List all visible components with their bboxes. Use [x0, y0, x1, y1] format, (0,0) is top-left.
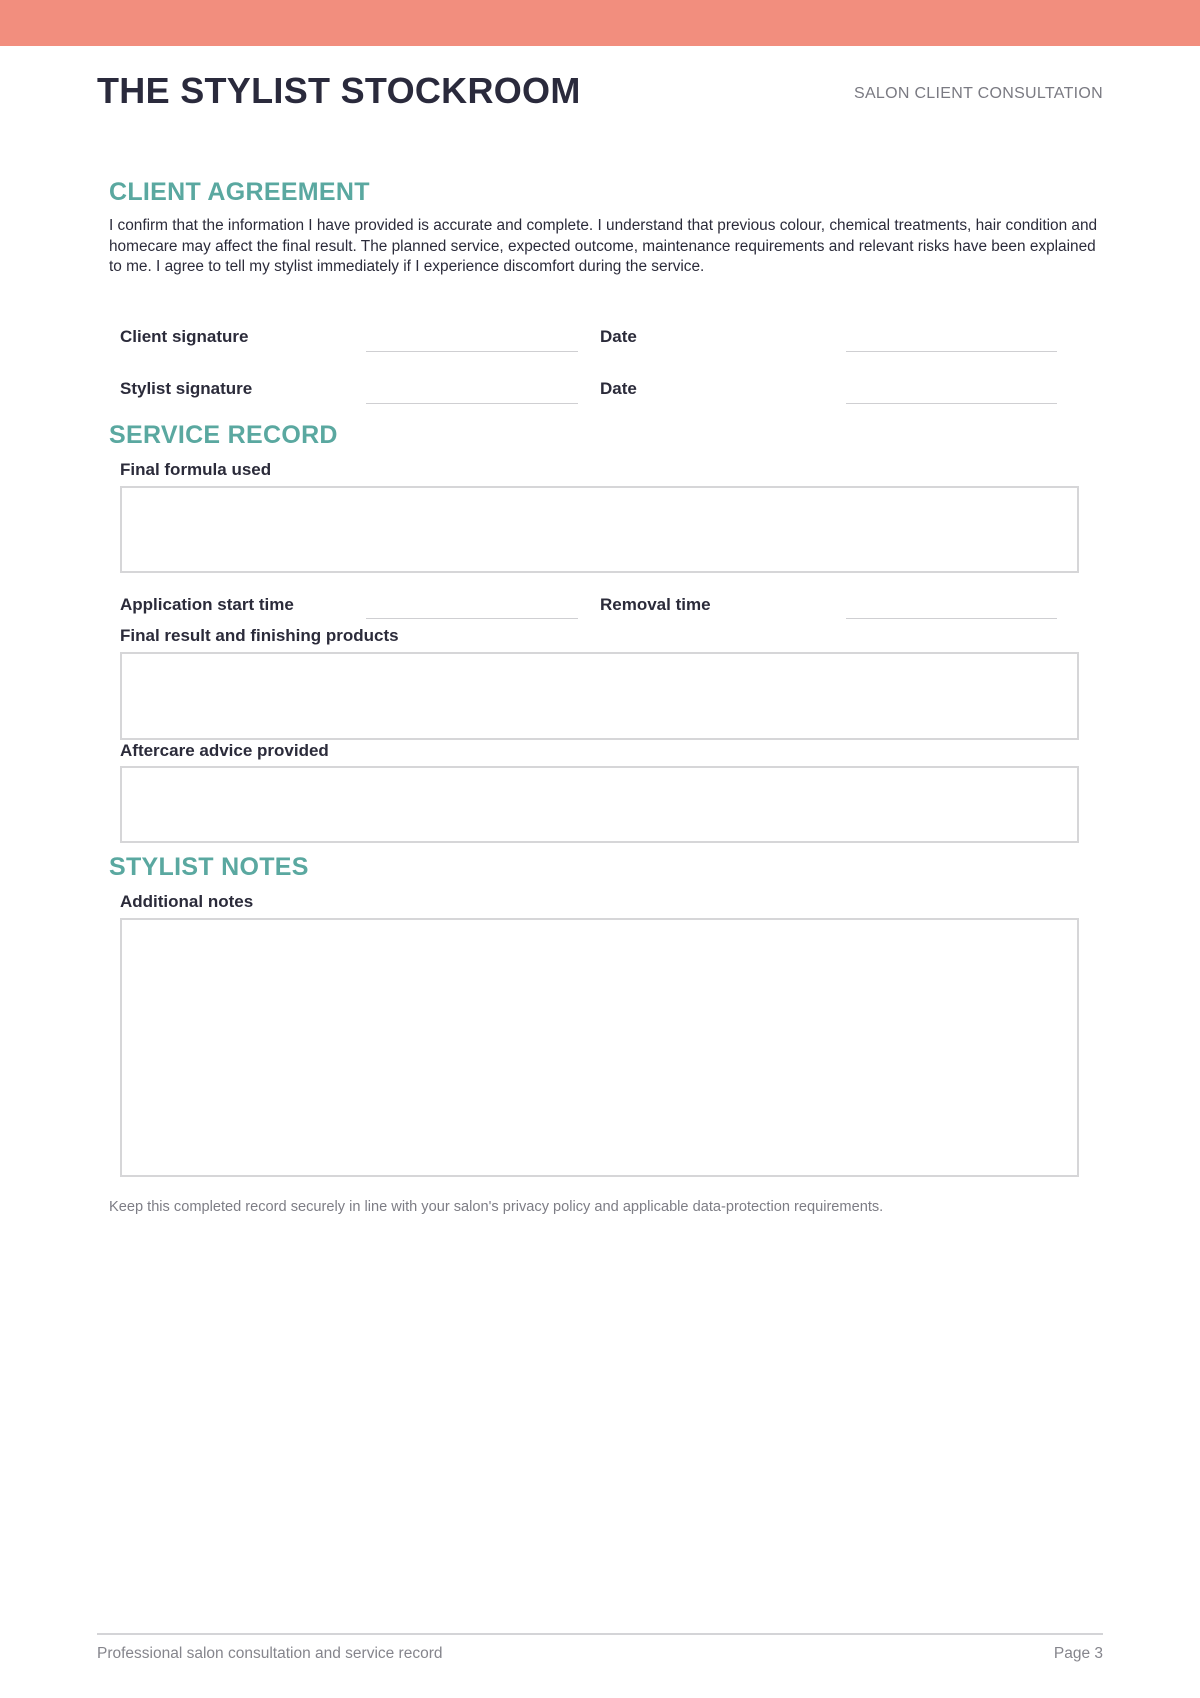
header-accent-band [0, 0, 1200, 46]
stylist-date-field[interactable] [846, 403, 1057, 404]
client-agreement-text: I confirm that the information I have provided is accurate and complete. I understand that previous colour, chemical treatments, hair condition and homecare may affect the final result. The planned service, expected outcome, maintenance requirements and relevant risks have been explained to me. I agree to tell my stylist immediately if I experience discomfort during the service. [109, 217, 1098, 275]
formula-label: Final formula used [120, 460, 272, 479]
stylist-date-label: Date [600, 379, 637, 398]
client-signature-label: Client signature [120, 327, 249, 346]
service-record-heading: SERVICE RECORD [109, 421, 338, 449]
client-date-label: Date [600, 327, 637, 346]
privacy-note: Keep this completed record securely in line with your salon's privacy policy and applicable data-protection requirements. [109, 1199, 884, 1215]
footer-divider [97, 1633, 1103, 1635]
result-field[interactable] [120, 652, 1079, 740]
client-signature-field[interactable] [366, 351, 578, 352]
additional-notes-label: Additional notes [120, 892, 254, 911]
formula-field[interactable] [120, 486, 1079, 573]
start-time-field[interactable] [366, 618, 578, 619]
additional-notes-field[interactable] [120, 918, 1079, 1177]
document-type-label: SALON CLIENT CONSULTATION [853, 85, 1103, 102]
removal-time-field[interactable] [846, 618, 1057, 619]
stylist-notes-heading: STYLIST NOTES [109, 853, 309, 881]
aftercare-field[interactable] [120, 766, 1079, 843]
aftercare-label: Aftercare advice provided [120, 741, 329, 760]
result-label: Final result and finishing products [120, 626, 399, 645]
client-date-field[interactable] [846, 351, 1057, 352]
stylist-signature-label: Stylist signature [120, 379, 253, 398]
client-agreement-heading: CLIENT AGREEMENT [109, 178, 370, 206]
stylist-signature-field[interactable] [366, 403, 578, 404]
page-number: Page 3 [1053, 1645, 1103, 1662]
start-time-label: Application start time [120, 595, 294, 614]
brand-title: THE STYLIST STOCKROOM [97, 70, 581, 111]
footer-description: Professional salon consultation and service record [97, 1645, 443, 1662]
removal-time-label: Removal time [600, 595, 711, 614]
